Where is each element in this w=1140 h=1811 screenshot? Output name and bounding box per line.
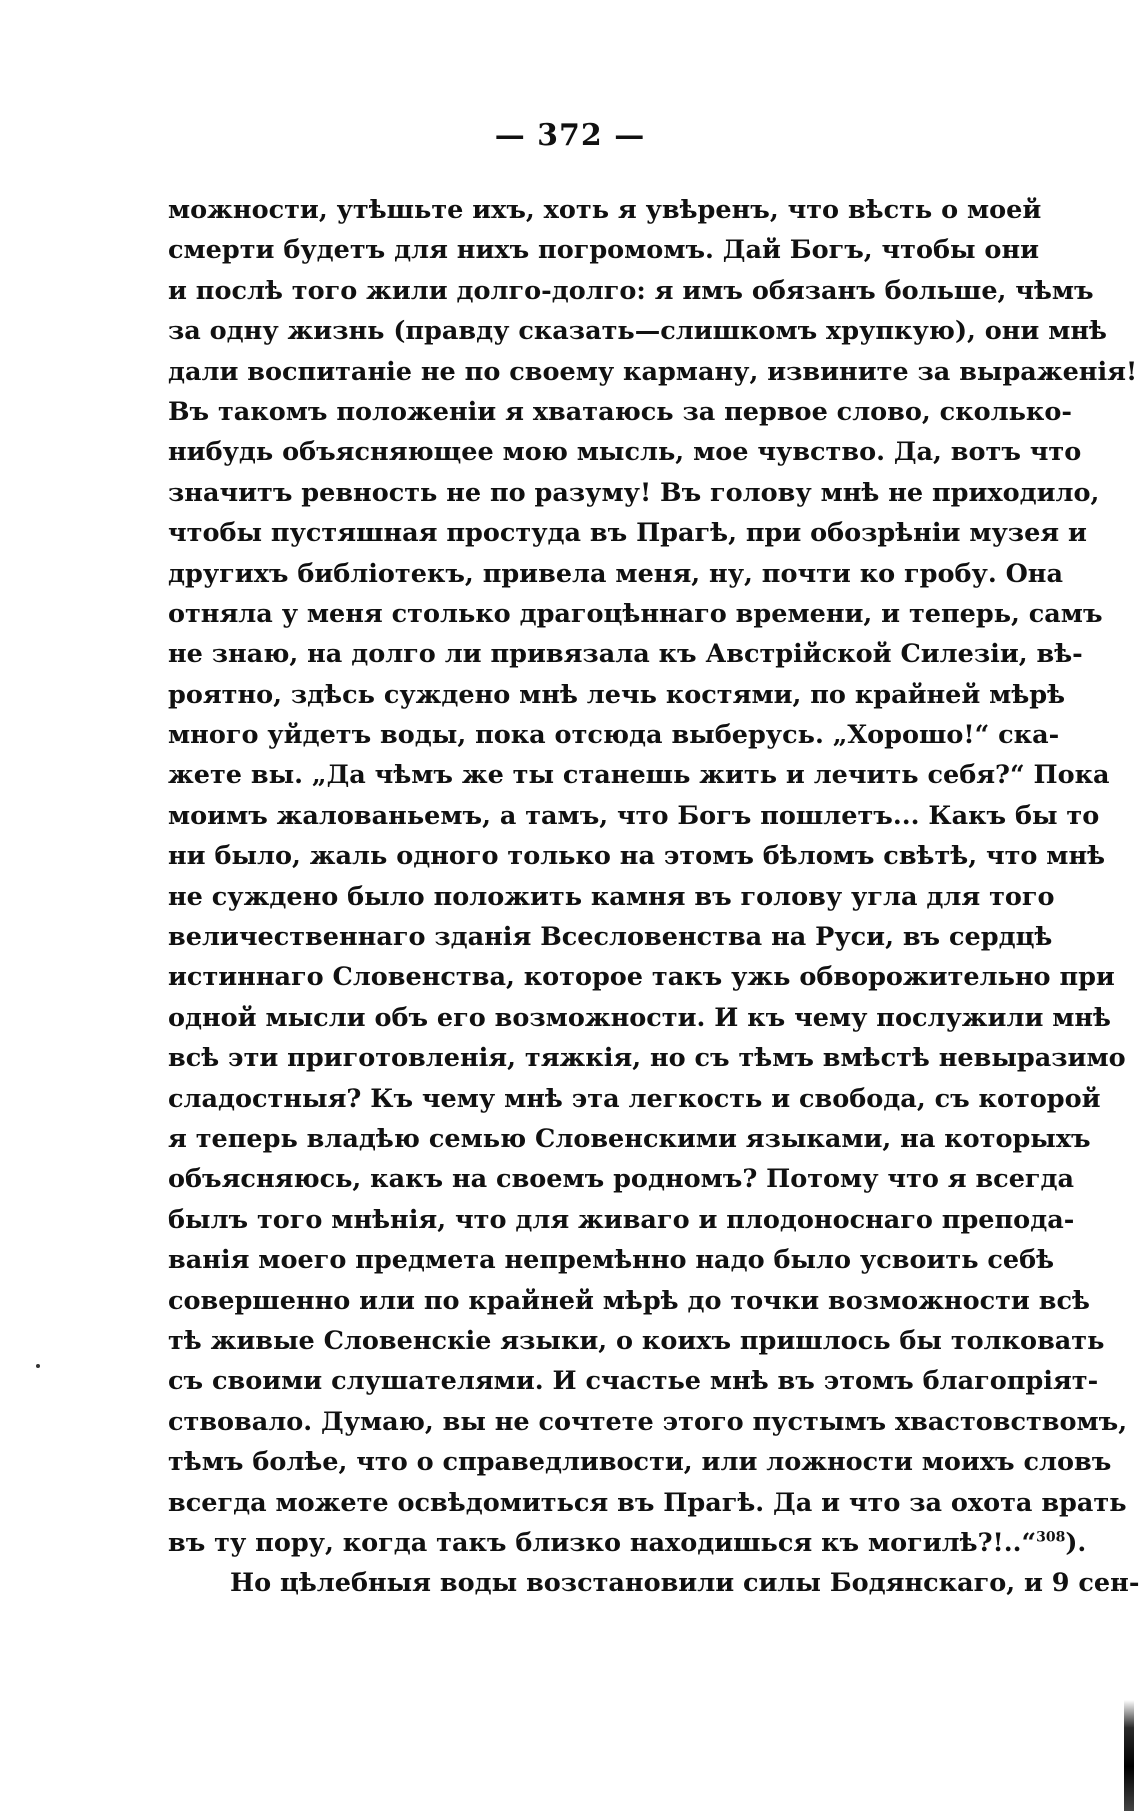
- text-line: я теперь владѣю семью Словенскими языками, на которыхъ: [168, 1123, 1091, 1154]
- scan-edge-shadow: [1124, 1700, 1134, 1811]
- text-line: тѣ живые Словенскіе языки, о коихъ пришлось бы толковать: [168, 1325, 1105, 1356]
- scan-speck: [36, 1364, 40, 1368]
- text-line: за одну жизнь (правду сказать—слишкомъ хрупкую), они мнѣ: [168, 316, 1107, 347]
- text-line: ствовало. Думаю, вы не сочтете этого пустымъ хвастовствомъ,: [168, 1406, 1128, 1437]
- text-line: совершенно или по крайней мѣрѣ до точки возможности всѣ: [168, 1285, 1090, 1316]
- text-line: всегда можете освѣдомиться въ Прагѣ. Да и что за охота врать: [168, 1487, 1127, 1518]
- text-line: величественнаго зданія Всесловенства на Руси, въ сердцѣ: [168, 922, 1053, 953]
- text-line: другихъ библіотекъ, привела меня, ну, почти ко гробу. Она: [168, 558, 1063, 589]
- text-line-last: [168, 1523, 1087, 1563]
- text-line: былъ того мнѣнія, что для живаго и плодоноснаго препода-: [168, 1204, 1075, 1235]
- body-text: [168, 190, 1140, 1604]
- text-line: сладостныя? Къ чему мнѣ эта легкость и свобода, съ которой: [168, 1083, 1101, 1114]
- text-line: и послѣ того жили долго-долго: я имъ обязанъ больше, чѣмъ: [168, 275, 1094, 306]
- text-line: объясняюсь, какъ на своемъ родномъ? Потому что я всегда: [168, 1164, 1075, 1195]
- last-line-text: въ ту пору, когда такъ близко находишься къ могилѣ?!..“: [168, 1527, 1037, 1558]
- last-line-tail: ).: [1065, 1527, 1087, 1558]
- footnote-reference: 308: [1036, 1529, 1066, 1546]
- text-line: дали воспитаніе не по своему карману, извините за выраженія!: [168, 356, 1138, 387]
- text-line: смерти будетъ для нихъ погромомъ. Дай Богъ, чтобы они: [168, 235, 1040, 266]
- text-line: не суждено было положить камня въ голову угла для того: [168, 881, 1055, 912]
- text-line: ни было, жаль одного только на этомъ бѣломъ свѣтѣ, что мнѣ: [168, 841, 1106, 872]
- text-line: моимъ жалованьемъ, а тамъ, что Богъ пошлетъ... Какъ бы то: [168, 800, 1100, 831]
- text-line: одной мысли объ его возможности. И къ чему послужили мнѣ: [168, 1002, 1111, 1033]
- text-line: всѣ эти приготовленія, тяжкія, но съ тѣмъ вмѣстѣ невыразимо: [168, 1043, 1126, 1074]
- text-line: Но цѣлебныя воды возстановили силы Бодянскаго, и 9 сен-: [230, 1568, 1140, 1599]
- page-number: — 372 —: [494, 118, 646, 153]
- paragraph-narrative: [168, 1563, 1140, 1603]
- text-line: нибудь объясняющее мою мысль, мое чувство. Да, вотъ что: [168, 437, 1082, 468]
- text-line: можности, утѣшьте ихъ, хоть я увѣренъ, что вѣсть о моей: [168, 195, 1042, 225]
- text-line: съ своими слушателями. И счастье мнѣ въ этомъ благопріят-: [168, 1366, 1099, 1397]
- text-line: ванія моего предмета непремѣнно надо было усвоить себѣ: [168, 1245, 1055, 1276]
- text-line: жете вы. „Да чѣмъ же ты станешь жить и лечить себя?“ Пока: [168, 760, 1110, 791]
- text-line: истиннаго Словенства, которое такъ ужь обворожительно при: [168, 962, 1115, 993]
- text-line: не знаю, на долго ли привязала къ Австрійской Силезіи, вѣ-: [168, 639, 1083, 670]
- text-line: чтобы пустяшная простуда въ Прагѣ, при обозрѣніи музея и: [168, 518, 1087, 549]
- paragraph-letter-quote: [168, 190, 1138, 1563]
- text-line: роятно, здѣсь суждено мнѣ лечь костями, по крайней мѣрѣ: [168, 679, 1066, 710]
- text-line: тѣмъ болѣе, что о справедливости, или ложности моихъ словъ: [168, 1447, 1112, 1478]
- text-line: Въ такомъ положеніи я хватаюсь за первое слово, сколько-: [168, 396, 1072, 427]
- text-line: много уйдетъ воды, пока отсюда выберусь. „Хорошо!“ ска-: [168, 720, 1060, 751]
- text-line: значитъ ревность не по разуму! Въ голову мнѣ не приходило,: [168, 477, 1100, 508]
- text-line: отняла у меня столько драгоцѣннаго времени, и теперь, самъ: [168, 598, 1103, 629]
